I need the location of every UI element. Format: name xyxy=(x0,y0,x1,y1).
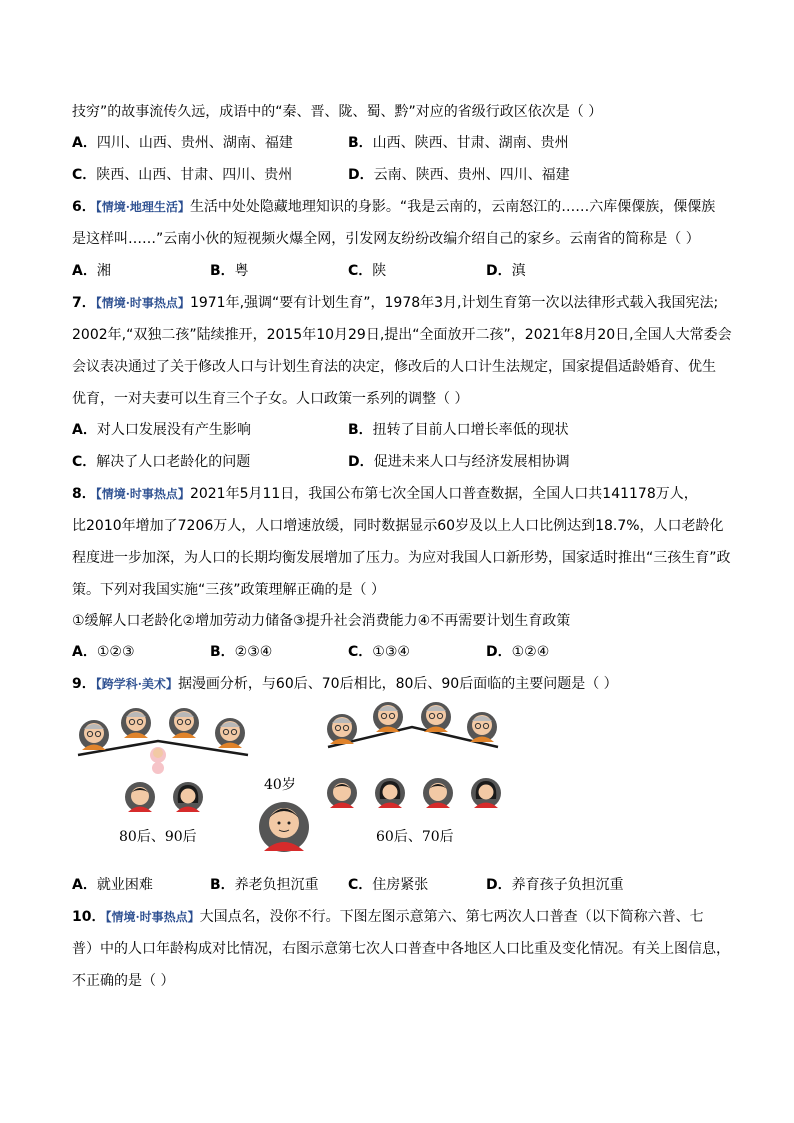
right-elder-4 xyxy=(467,712,497,742)
left-elder-3 xyxy=(169,708,199,738)
q10-stem-line3: 不正确的是（ ） xyxy=(72,973,175,989)
q7-tag: 【情境·时事热点】 xyxy=(95,296,190,310)
q7-option-c[interactable]: C．解决了人口老龄化的问题 xyxy=(72,454,251,470)
cartoon-left-label: 80后、90后 xyxy=(119,829,197,845)
center-man-40 xyxy=(259,802,309,852)
q8-stem-line3: 程度进一步加深，为人口的长期均衡发展增加了压力。为应对我国人口新形势，国家适时推出“三孩生育”政 xyxy=(72,550,731,566)
q7-stem-line1: 7．【情境·时事热点】1971年,强调“要有计划生育”，1978年3月,计划生育第一次以法律形式载入我国宪法; xyxy=(72,295,719,311)
q5-option-d[interactable]: D．云南、陕西、贵州、四川、福建 xyxy=(348,167,570,183)
q8-statements: ①缓解人口老龄化②增加劳动力储备③提升社会消费能力④不再需要计划生育政策 xyxy=(72,613,571,629)
q10-tag: 【情境·时事热点】 xyxy=(105,910,200,924)
q6-option-b[interactable]: B．粤 xyxy=(210,263,249,279)
q9-stem-line1: 9．【跨学科·美术】据漫画分析，与60后、70后相比，80后、90后面临的主要问题是（ ） xyxy=(72,676,618,692)
q6-option-d[interactable]: D．滇 xyxy=(486,263,526,279)
q6-stem-line2: 是这样叫……”云南小伙的短视频火爆全网，引发网友纷纷改编介绍自己的家乡。云南省的简称是（ ） xyxy=(72,231,700,247)
left-elder-1 xyxy=(79,720,109,750)
q9-option-a[interactable]: A．就业困难 xyxy=(72,877,153,893)
right-man-1 xyxy=(327,778,357,808)
right-elder-3 xyxy=(421,702,451,732)
left-elder-2 xyxy=(121,708,151,738)
cartoon-age-label: 40岁 xyxy=(264,777,296,793)
q5-option-b[interactable]: B．山西、陕西、甘肃、湖南、贵州 xyxy=(348,135,569,151)
q8-option-a[interactable]: A．①②③ xyxy=(72,644,135,660)
q8-stem-line4: 策。下列对我国实施“三孩”政策理解正确的是（ ） xyxy=(72,582,385,598)
q5-stem: 技穷”的故事流传久远，成语中的“秦、晋、陇、蜀、黔”对应的省级行政区依次是（ ） xyxy=(72,104,603,120)
q10-stem-line2: 普）中的人口年龄构成对比情况，右图示意第七次人口普查中各地区人口比重及变化情况。有关上图信息， xyxy=(72,941,730,957)
q7-stem-line4: 优育，一对夫妻可以生育三个子女。人口政策一系列的调整（ ） xyxy=(72,391,469,407)
q9-option-d[interactable]: D．养育孩子负担沉重 xyxy=(486,877,624,893)
q8-tag: 【情境·时事热点】 xyxy=(95,487,190,501)
q9-tag: 【跨学科·美术】 xyxy=(95,677,178,691)
q6-stem-line1: 6．【情境·地理生活】生活中处处隐藏地理知识的身影。“我是云南的，云南怒江的……六库傈僳族，傈僳族 xyxy=(72,199,716,215)
right-woman-2 xyxy=(471,778,501,808)
q8-option-b[interactable]: B．②③④ xyxy=(210,644,273,660)
q7-option-a[interactable]: A．对人口发展没有产生影响 xyxy=(72,422,251,438)
q6-option-c[interactable]: C．陕 xyxy=(348,263,387,279)
q9-option-c[interactable]: C．住房紧张 xyxy=(348,877,429,893)
right-man-2 xyxy=(423,778,453,808)
left-elder-4 xyxy=(215,718,245,748)
q9-option-b[interactable]: B．养老负担沉重 xyxy=(210,877,319,893)
q8-option-d[interactable]: D．①②④ xyxy=(486,644,550,660)
q7-option-d[interactable]: D．促进未来人口与经济发展相协调 xyxy=(348,454,570,470)
baby-figure xyxy=(150,747,166,774)
q8-stem-line1: 8．【情境·时事热点】2021年5月11日，我国公布第七次全国人口普查数据，全国人口共141178万人， xyxy=(72,486,698,502)
q5-option-a[interactable]: A．四川、山西、贵州、湖南、福建 xyxy=(72,135,293,151)
cartoon-right-label: 60后、70后 xyxy=(376,829,454,845)
q6-option-a[interactable]: A．湘 xyxy=(72,263,111,279)
q10-stem-line1: 10．【情境·时事热点】大国点名，没你不行。下图左图示意第六、第七两次人口普查（以下简称六普、七 xyxy=(72,909,704,925)
right-elder-2 xyxy=(373,702,403,732)
q7-option-b[interactable]: B．扭转了目前人口增长率低的现状 xyxy=(348,422,569,438)
q7-stem-line2: 2002年,“双独二孩”陆续推开，2015年10月29日,提出“全面放开二孩”，2021年8月20日,全国人大常委会 xyxy=(72,327,732,343)
q7-stem-line3: 会议表决通过了关于修改人口与计划生育法的决定，修改后的人口计生法规定，国家提倡适龄婚育、优生 xyxy=(72,359,716,375)
q8-stem-line2: 比2010年增加了7206万人，人口增速放缓，同时数据显示60岁及以上人口比例达到18.7%，人口老龄化 xyxy=(72,518,724,534)
q5-option-c[interactable]: C．陕西、山西、甘肃、四川、贵州 xyxy=(72,167,293,183)
q6-tag: 【情境·地理生活】 xyxy=(95,200,190,214)
left-man-1 xyxy=(125,782,155,812)
right-woman-1 xyxy=(375,778,405,808)
right-elder-1 xyxy=(327,714,357,744)
q8-option-c[interactable]: C．①③④ xyxy=(348,644,410,660)
left-woman-1 xyxy=(173,782,203,812)
